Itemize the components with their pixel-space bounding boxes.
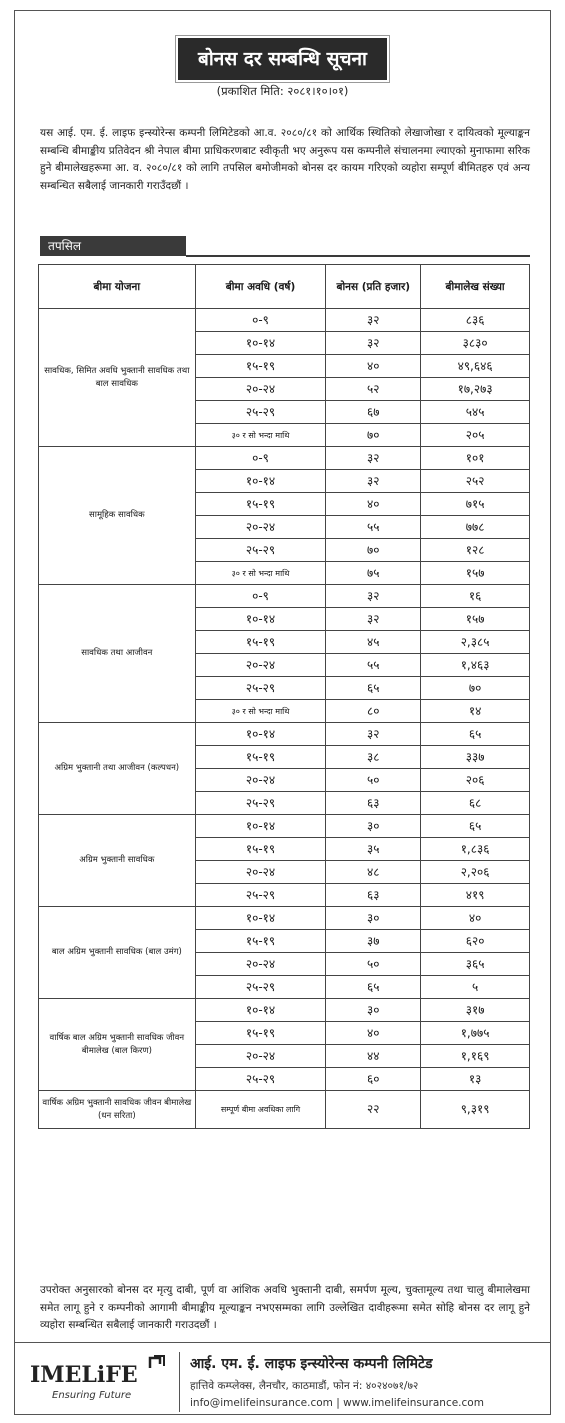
bonus-cell: ७० [326,424,421,447]
count-cell: ३३७ [421,746,530,769]
bonus-cell: ५२ [326,378,421,401]
period-cell: २०-२४ [195,1045,326,1068]
bonus-cell: ३० [326,815,421,838]
period-cell: १०-१४ [195,815,326,838]
bonus-table [38,264,530,1129]
table-row [39,585,530,608]
period-cell: १५-१९ [195,838,326,861]
period-cell: ०-९ [195,585,326,608]
count-cell: १७,२७३ [421,378,530,401]
bonus-cell: ३२ [326,585,421,608]
count-cell: ९,३१९ [421,1091,530,1129]
count-cell: १,४६३ [421,654,530,677]
count-cell: १६ [421,585,530,608]
company-web: info@imelifeinsurance.com | www.imelifeinsurance.com [190,1397,484,1409]
count-cell: १५७ [421,562,530,585]
header-bonus: बोनस (प्रति हजार) [326,265,421,309]
count-cell: ६५ [421,815,530,838]
plan-name-cell: सावधिक, सिमित अवधि भुक्तानी सावधिक तथा बाल सावधिक [39,309,196,447]
section-label: तपसिल [40,236,186,256]
company-address: हात्तिवे कम्प्लेक्स, लैनचौर, काठमाडौं, फोन नं: ४०२४०७१/७२ [190,1380,419,1392]
table-row [39,815,530,838]
bonus-cell: ५५ [326,654,421,677]
count-cell: १३ [421,1068,530,1091]
period-cell: २५-२९ [195,1068,326,1091]
count-cell: १४ [421,700,530,723]
count-cell: १,७७५ [421,1022,530,1045]
period-cell: ०-९ [195,309,326,332]
plan-name-cell: वार्षिक अग्रिम भुक्तानी सावधिक जीवन बीमालेख (धन सरिता) [39,1091,196,1129]
bonus-cell: ५५ [326,516,421,539]
company-name: आई. एम. ई. लाइफ इन्स्योरेन्स कम्पनी लिमिटेड [190,1356,433,1372]
count-cell: २०६ [421,769,530,792]
notice-title: बोनस दर सम्बन्धि सूचना [178,38,387,80]
period-cell: २०-२४ [195,769,326,792]
period-cell: १०-१४ [195,999,326,1022]
count-cell: ६२० [421,930,530,953]
period-cell: १५-१९ [195,746,326,769]
period-cell: २५-२९ [195,792,326,815]
footer-divider [14,1342,551,1343]
bonus-cell: ३२ [326,332,421,355]
count-cell: २,२०६ [421,861,530,884]
period-cell: २५-२९ [195,976,326,999]
count-cell: ४९,६४६ [421,355,530,378]
count-cell: ५ [421,976,530,999]
count-cell: १,८३६ [421,838,530,861]
count-cell: ६८ [421,792,530,815]
bonus-cell: ६३ [326,884,421,907]
period-cell: ३० र सो भन्दा माथि [195,700,326,723]
title-wrap [0,38,565,80]
plan-name-cell: वार्षिक बाल अग्रिम भुक्तानी सावधिक जीवन बीमालेख (बाल किरण) [39,999,196,1091]
count-cell: ३८३० [421,332,530,355]
count-cell: ३६५ [421,953,530,976]
table-row [39,1091,530,1129]
period-cell: १५-१९ [195,493,326,516]
bonus-cell: २२ [326,1091,421,1129]
period-cell: १५-१९ [195,631,326,654]
count-cell: ८३६ [421,309,530,332]
count-cell: १,१६९ [421,1045,530,1068]
intro-paragraph: यस आई. एम. ई. लाइफ इन्स्योरेन्स कम्पनी लिमिटेडको आ.व. २०८०/८१ को आर्थिक स्थितिको लेखाजोखा र दायित्वको मूल्याङ्कन सम्बन्धि बीमाङ्कीय प्रतिवेदन श्री नेपाल बीमा प्राधिकरणबाट स्वीकृती भए अनुरूप यस कम्पनीले संचालनमा ल्याएको मुनाफामा सरिक हुने बीमालेखहरूमा आ. व. २०८०/८१ को लागि तपसिल बमोजीमको बोनस दर कायम गरिएको व्यहोरा सम्पूर्ण बीमितहरु एवं अन्य सम्बन्धित सबैलाई जानकारी गराउँदछौं । [40,127,530,192]
logo-text: IMELiFE [30,1362,138,1388]
period-cell: २०-२४ [195,516,326,539]
period-cell: २०-२४ [195,861,326,884]
table-body [39,309,530,1129]
closing-paragraph: उपरोक्त अनुसारको बोनस दर मृत्यु दाबी, पूर्ण वा आंशिक अवधि भुक्तानी दाबी, समर्पण मूल्य, चुक्तामूल्य तथा चालु बीमालेखमा समेत लागू हुने र कम्पनीको आगामी बीमाङ्कीय मूल्याङ्कन नभएसम्मका लागि उल्लेखित दावीहरूमा समेत सोहि बोनस दर लागू हुने व्यहोरा सम्बन्धित सबैलाई जानकारी गराउदछौं । [40,1284,530,1331]
count-cell: २,३८५ [421,631,530,654]
logo-mark-icon [148,1354,166,1370]
bonus-cell: ६५ [326,677,421,700]
table-row [39,907,530,930]
period-cell: २५-२९ [195,884,326,907]
period-cell: १०-१४ [195,470,326,493]
count-cell: २०५ [421,424,530,447]
bonus-cell: ३२ [326,723,421,746]
bonus-cell: ३२ [326,470,421,493]
period-cell: २०-२४ [195,953,326,976]
period-cell: १०-१४ [195,907,326,930]
period-cell: १०-१४ [195,608,326,631]
count-cell: ७७८ [421,516,530,539]
bonus-cell: ७० [326,539,421,562]
period-cell: २०-२४ [195,378,326,401]
period-cell: १५-१९ [195,930,326,953]
bonus-cell: ४० [326,1022,421,1045]
count-cell: ७१५ [421,493,530,516]
period-cell: ३० र सो भन्दा माथि [195,424,326,447]
period-cell: २०-२४ [195,654,326,677]
table-header-row [39,265,530,309]
header-plan: बीमा योजना [39,265,196,309]
bonus-cell: ३० [326,907,421,930]
table-row [39,309,530,332]
period-cell: १५-१९ [195,355,326,378]
bonus-cell: ३० [326,999,421,1022]
bonus-cell: ८० [326,700,421,723]
bonus-cell: ६७ [326,401,421,424]
section-divider [186,255,530,257]
plan-name-cell: बाल अग्रिम भुक्तानी सावधिक (बाल उमंग) [39,907,196,999]
period-cell: १०-१४ [195,332,326,355]
published-date: (प्रकाशित मिति: २०८१।१०।०१) [216,84,349,98]
count-cell: ५४५ [421,401,530,424]
period-cell: २५-२९ [195,539,326,562]
period-cell: सम्पूर्ण बीमा अवधिका लागि [195,1091,326,1129]
bonus-cell: ३२ [326,309,421,332]
bonus-cell: ४० [326,493,421,516]
bonus-cell: ४५ [326,631,421,654]
table-row [39,447,530,470]
bonus-cell: ३५ [326,838,421,861]
bonus-cell: ५० [326,769,421,792]
bonus-cell: ३७ [326,930,421,953]
count-cell: ४१९ [421,884,530,907]
period-cell: २५-२९ [195,401,326,424]
period-cell: ०-९ [195,447,326,470]
period-cell: ३० र सो भन्दा माथि [195,562,326,585]
period-cell: १०-१४ [195,723,326,746]
bonus-cell: ४८ [326,861,421,884]
bonus-cell: ४० [326,355,421,378]
bonus-cell: ३८ [326,746,421,769]
footer-vertical-divider [179,1352,180,1412]
bonus-cell: ७५ [326,562,421,585]
count-cell: ७० [421,677,530,700]
plan-name-cell: अग्रिम भुक्तानी तथा आजीवन (कल्पधन) [39,723,196,815]
bonus-cell: ४४ [326,1045,421,1068]
header-count: बीमालेख संख्या [421,265,530,309]
period-cell: २५-२९ [195,677,326,700]
period-cell: १५-१९ [195,1022,326,1045]
table-row [39,999,530,1022]
count-cell: १०१ [421,447,530,470]
count-cell: २५२ [421,470,530,493]
bonus-cell: ५० [326,953,421,976]
header-period: बीमा अवधि (वर्ष) [195,265,326,309]
table-row [39,723,530,746]
company-logo [30,1362,170,1401]
plan-name-cell: अग्रिम भुक्तानी सावधिक [39,815,196,907]
plan-name-cell: सामूहिक सावधिक [39,447,196,585]
plan-name-cell: सावधिक तथा आजीवन [39,585,196,723]
bonus-cell: ६० [326,1068,421,1091]
logo-tagline: Ensuring Future [52,1390,132,1401]
count-cell: ३१७ [421,999,530,1022]
count-cell: ४० [421,907,530,930]
count-cell: १२८ [421,539,530,562]
company-info [190,1354,540,1409]
bonus-cell: ३२ [326,608,421,631]
bonus-cell: ६३ [326,792,421,815]
count-cell: ६५ [421,723,530,746]
bonus-cell: ३२ [326,447,421,470]
bonus-cell: ६५ [326,976,421,999]
count-cell: १५७ [421,608,530,631]
